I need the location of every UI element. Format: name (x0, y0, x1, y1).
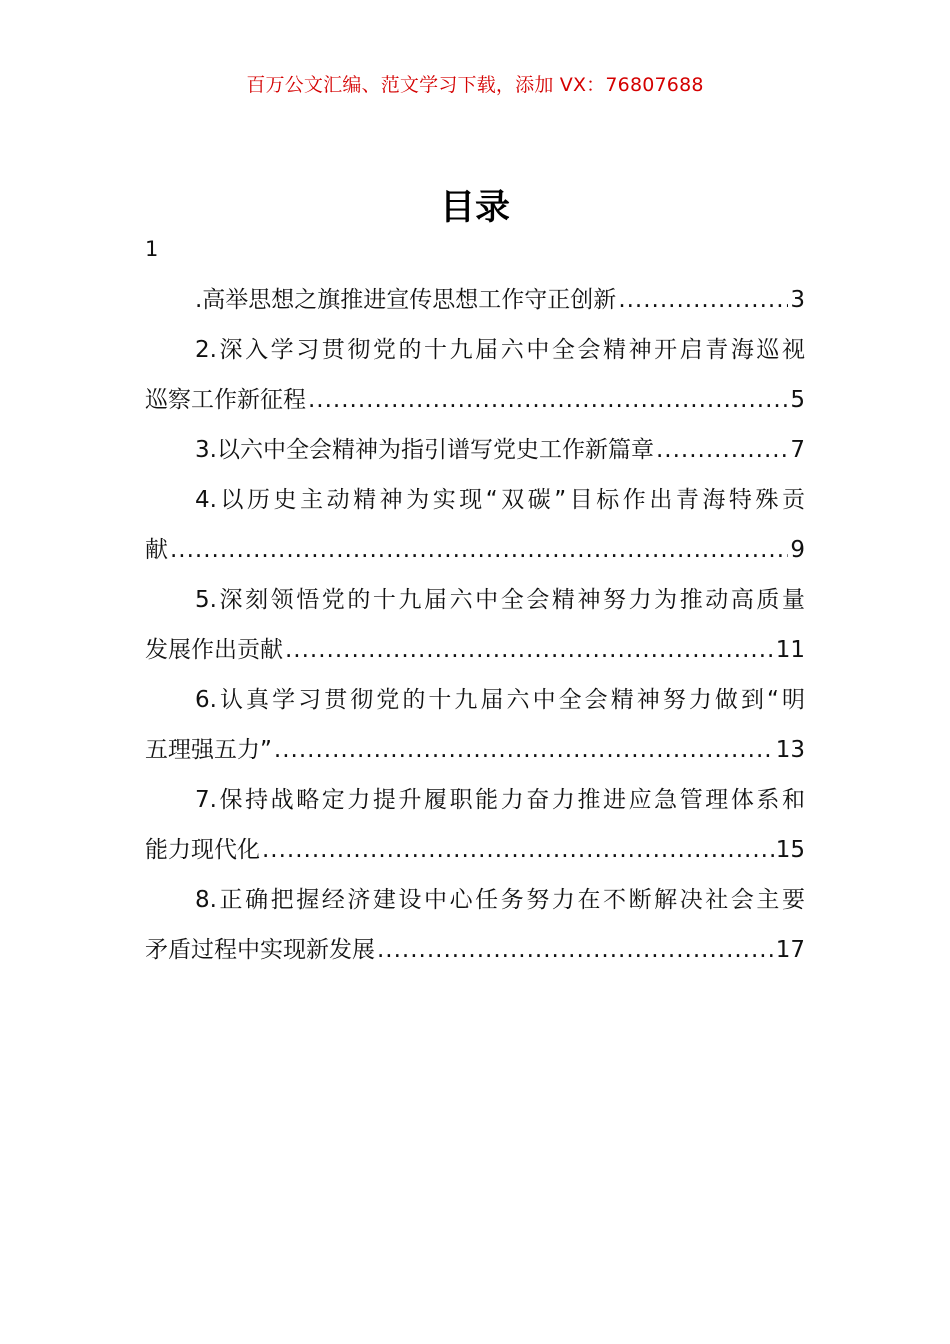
toc-page-number: 5 (790, 387, 805, 413)
toc-page-number: 3 (790, 287, 805, 313)
toc-entry-title: 5.深刻领悟党的十九届六中全会精神努力为推动高质量 (195, 587, 805, 613)
toc-entry[interactable] (145, 775, 805, 875)
toc-entry-line (145, 425, 805, 475)
toc-entry-line (145, 825, 805, 875)
toc-entry[interactable] (145, 675, 805, 775)
toc-entry[interactable] (145, 275, 805, 325)
toc-entry-title-cont: 献 (145, 537, 168, 563)
toc-dot-leader (618, 275, 788, 325)
toc-entry-title: 7.保持战略定力提升履职能力奋力推进应急管理体系和 (195, 787, 805, 813)
toc-page-number: 15 (775, 837, 805, 863)
toc-page-number: 17 (775, 937, 805, 963)
toc-page-number: 9 (790, 537, 805, 563)
toc-dot-leader (285, 625, 774, 675)
toc-entry[interactable] (145, 875, 805, 975)
toc-page-number: 7 (790, 437, 805, 463)
toc-entry[interactable] (145, 475, 805, 575)
toc-entry-title: 3.以六中全会精神为指引谱写党史工作新篇章 (195, 437, 654, 463)
toc-dot-leader (308, 375, 788, 425)
toc-entry-title-cont: 发展作出贡献 (145, 637, 283, 663)
toc-entry-title: 2.深入学习贯彻党的十九届六中全会精神开启青海巡视 (195, 337, 805, 363)
toc-entry[interactable] (145, 425, 805, 475)
toc-lead-number: 1 (145, 237, 159, 261)
toc-entry[interactable] (145, 325, 805, 425)
watermark-header: 百万公文汇编、范文学习下载，添加 VX：76807688 (246, 74, 704, 96)
toc-dot-leader (377, 925, 774, 975)
toc-title: 目录 (439, 188, 510, 228)
toc-entry-title-cont: 巡察工作新征程 (145, 387, 306, 413)
toc-list (145, 275, 805, 975)
toc-entry-title: 4.以历史主动精神为实现“双碳”目标作出青海特殊贡 (195, 487, 805, 513)
toc-entry-line (145, 375, 805, 425)
toc-dot-leader (170, 525, 788, 575)
toc-entry-line (145, 625, 805, 675)
toc-dot-leader (274, 725, 774, 775)
toc-entry-title-cont: 五理强五力” (145, 737, 272, 763)
toc-entry-title-cont: 矛盾过程中实现新发展 (145, 937, 375, 963)
toc-page-number: 11 (775, 637, 805, 663)
toc-dot-leader (656, 425, 788, 475)
toc-entry-line (145, 275, 805, 325)
toc-page-number: 13 (775, 737, 805, 763)
toc-entry-title-cont: 能力现代化 (145, 837, 260, 863)
toc-entry-line (145, 525, 805, 575)
toc-entry-title: .高举思想之旗推进宣传思想工作守正创新 (195, 287, 617, 313)
toc-entry-line (145, 725, 805, 775)
toc-entry-title: 6.认真学习贯彻党的十九届六中全会精神努力做到“明 (195, 687, 805, 713)
toc-entry[interactable] (145, 575, 805, 675)
toc-entry-line (145, 925, 805, 975)
toc-entry-title: 8.正确把握经济建设中心任务努力在不断解决社会主要 (195, 887, 805, 913)
toc-dot-leader (262, 825, 774, 875)
